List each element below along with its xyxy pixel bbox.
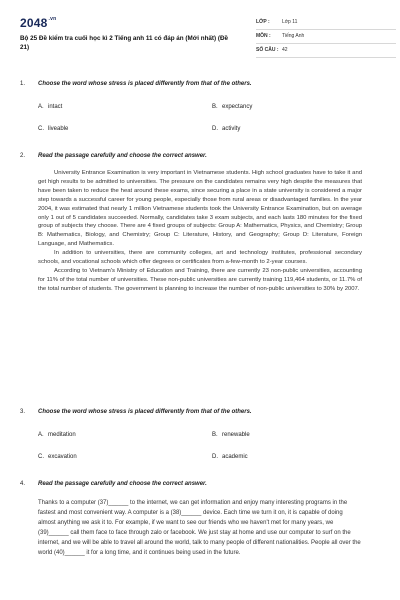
meta-count-label: SỐ CÂU : <box>256 47 279 53</box>
q1-option-c[interactable]: C. liveable <box>38 126 69 132</box>
meta-grade <box>256 16 396 30</box>
meta-count-value: 42 <box>282 47 288 53</box>
q1-option-a[interactable]: A. intact <box>38 104 63 110</box>
site-logo[interactable]: $2048^{.vn}$ <box>20 16 57 30</box>
passage-paragraph: According to Vietnam's Ministry of Education and Training, there are currently 23 non-public universities, accounting for 11% of the total number of universities. These non-public universities are currently training 119,464 students, or 11.7% of the total number of students. The government is planning to increase the number of non-public universities to 30% by 2007. <box>38 267 362 292</box>
meta-subject <box>256 30 396 44</box>
question-number: 2. <box>20 153 26 159</box>
document-meta <box>256 16 396 58</box>
q3-option-c[interactable]: C. excavation <box>38 454 77 460</box>
question-number: 1. <box>20 81 26 87</box>
reading-passage <box>38 169 362 294</box>
question-prompt: Choose the word whose stress is placed differently from that of the others. <box>38 409 252 415</box>
passage-paragraph: In addition to universities, there are community colleges, art and technology institutes, professional secondary schools, and vocational schools which offer degrees or certificates from a-few-month to 2-year courses. <box>38 250 362 266</box>
passage-paragraph: University Entrance Examination is very important in Vietnamese students. High school graduates have to take it and get high results to be admitted to universities. The pressure on the candidates remains very high despite the measures that have been taken to reduce the heat around these exams, since securing a place in a state university is considered a major step towards a successful career for young people, especially those from rural areas or disadvantaged families. In the year 2004, it was estimated that nearly 1 million Vietnamese students took the University Entrance Examination, but on average only 1 out of 5 candidates succeeded. Normally, candidates take 3 exam subjects, and each lasts 180 minutes for the fixed group of subjects they choose. There are 4 fixed groups of subjects: Group A: Mathematics, Physics, and Chemistry; Group B: Mathematics, Biology, and Chemistry; Group C: Literature, History, and Geography; Group D: Literature, Foreign Language, and Mathematics. <box>38 170 362 248</box>
q3-option-a[interactable]: A. meditation <box>38 432 76 438</box>
question-number: 4. <box>20 481 26 487</box>
meta-grade-label: LỚP : <box>256 19 270 25</box>
question-prompt: Choose the word whose stress is placed differently from that of the others. <box>38 81 252 87</box>
cloze-text: Thanks to a computer (37)______ to the internet, we can get information and enjoy many interesting programs in the fastest and most convenient way. A computer is a (38)______ device. Each time we turn it on, it is capable of doing almost anything we ask it to. For example, if we want to see our friends who we haven't met for many years, we (39)______ call them face to face through zalo or facebook. We just stay at home and use our computer to surf on the internet, and we will be able to travel all around the world, talk to many people of different nationalities. People all over the world (40)______ it for a long time, and it continues being used in the future. <box>38 500 361 556</box>
q3-option-b[interactable]: B. renewable <box>212 432 250 438</box>
meta-grade-value: Lớp 11 <box>282 19 298 25</box>
cloze-passage <box>38 499 362 558</box>
question-number: 3. <box>20 409 26 415</box>
q3-option-d[interactable]: D. academic <box>212 454 248 460</box>
document-header <box>20 12 380 62</box>
document-title: Bộ 25 Đề kiểm tra cuối học kì 2 Tiếng anh 11 có đáp án (Mới nhất) (Đề 21) <box>20 35 229 51</box>
question-prompt: Read the passage carefully and choose the correct answer. <box>38 481 207 487</box>
q1-option-b[interactable]: B. expectancy <box>212 104 253 110</box>
question-prompt: Read the passage carefully and choose the correct answer. <box>38 153 207 159</box>
meta-count <box>256 44 396 58</box>
meta-subject-label: MÔN : <box>256 33 271 39</box>
q1-option-d[interactable]: D. activity <box>212 126 241 132</box>
meta-subject-value: Tiếng Anh <box>282 33 305 39</box>
